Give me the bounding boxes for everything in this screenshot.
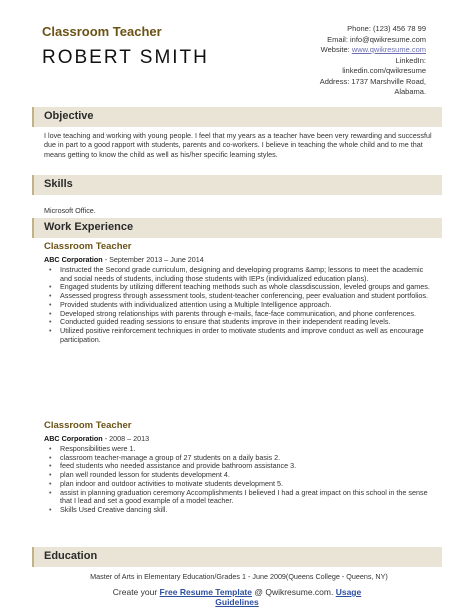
footer-line-2	[0, 598, 474, 608]
footer-prefix: Create your	[112, 587, 160, 597]
candidate-name: ROBERT SMITH	[42, 47, 209, 68]
job-entry-1	[44, 241, 434, 344]
list-item: • Utilized positive reinforcement techniques in order to motivate students and improve conduct as well as encourage participation.	[44, 327, 434, 344]
education-section-header	[32, 547, 442, 567]
email-line	[320, 35, 426, 46]
education-text: Master of Arts in Elementary Education/Grades 1 - June 2009(Queens College - Queens, NY)	[90, 572, 388, 581]
job-title: Classroom Teacher	[42, 24, 162, 39]
free-resume-template-link[interactable]: Free Resume Template	[159, 587, 252, 597]
job-bullets	[44, 445, 434, 515]
job-company: ABC Corporation	[44, 255, 103, 264]
list-item: • Conducted guided reading sessions to ensure that students improve in their independent reading levels.	[44, 318, 434, 327]
list-item: • classroom teacher-manage a group of 27 students on a daily basis 2.	[44, 454, 434, 463]
phone-value: (123) 456 78 99	[373, 24, 426, 33]
website-label: Website:	[320, 45, 350, 54]
usage-link[interactable]: Usage	[335, 587, 362, 597]
job-dates: - 2008 – 2013	[102, 434, 150, 443]
website-link[interactable]: www.qwikresume.com	[351, 45, 426, 54]
skills-text: Microsoft Office.	[44, 206, 96, 215]
phone-line	[320, 24, 426, 35]
guidelines-link[interactable]: Guidelines	[215, 596, 259, 607]
objective-heading: Objective	[44, 110, 94, 122]
footer-middle: @ Qwikresume.com.	[251, 587, 336, 597]
address-line-1: Address: 1737 Marshville Road,	[319, 76, 426, 86]
list-item: • Developed strong relationships with parents through e-mails, face-face communication, and phone conferences.	[44, 310, 434, 319]
list-item: • Instructed the Second grade curriculum, designing and developing programs &amp; lessons to meet the academic and social needs of students, including those students with IEPs (individualized education plans).	[44, 266, 434, 283]
job-company: ABC Corporation	[44, 434, 103, 443]
list-item: • plan indoor and outdoor activities to motivate students development 5.	[44, 480, 434, 489]
list-item: • Assessed progress through assessment tools, student-teacher conferencing, peer evaluation and student portfolios.	[44, 292, 434, 301]
education-heading: Education	[44, 550, 98, 562]
job-role: Classroom Teacher	[44, 241, 132, 252]
job-dates: - September 2013 – June 2014	[102, 255, 204, 264]
list-item: • Responsibilities were 1.	[44, 445, 434, 454]
list-item: • plan well rounded lesson for students development 4.	[44, 471, 434, 480]
list-item: • feed students who needed assistance and provide bathroom assistance 3.	[44, 462, 434, 471]
list-item: • Provided students with individualized attention using a Multiple Intelligence approach.	[44, 301, 434, 310]
work-heading: Work Experience	[44, 221, 134, 233]
email-label: Email:	[327, 34, 348, 44]
list-item: • Engaged students by utilizing different teaching methods such as whole classdiscussion, leveled groups and games.	[44, 283, 434, 292]
contact-block	[320, 24, 426, 98]
skills-section-header	[32, 175, 442, 195]
footer	[0, 588, 474, 607]
linkedin-label: LinkedIn:	[395, 55, 426, 65]
website-line	[320, 45, 426, 56]
skills-heading: Skills	[44, 178, 73, 190]
address-line-2: Alabama.	[394, 87, 426, 96]
resume-header	[0, 0, 474, 100]
job-meta	[44, 434, 434, 443]
linkedin-value: linkedin.com/qwikresume	[342, 66, 426, 75]
work-section-header	[32, 218, 442, 238]
objective-text: I love teaching and working with young people. I feel that my years as a teacher have been very rewarding and successful due in part to a good rapport with students, parents and co-workers. I believe in teaching the whole child and to me that means getting to know the child as well as his/her specific learning styles.	[44, 131, 432, 159]
objective-section-header	[32, 107, 442, 127]
job-bullets	[44, 266, 434, 344]
job-meta	[44, 255, 434, 264]
job-entry-2	[44, 420, 434, 515]
list-item: • assist in planning graduation ceremony Accomplishments I believed I had a great impact on this school in the sense that I lead and set a good example of a model teacher.	[44, 489, 434, 506]
list-item: • Skills Used Creative dancing skill.	[44, 506, 434, 515]
phone-label: Phone:	[347, 24, 371, 33]
job-role: Classroom Teacher	[44, 420, 132, 431]
email-value: info@qwikresume.com	[350, 34, 426, 44]
